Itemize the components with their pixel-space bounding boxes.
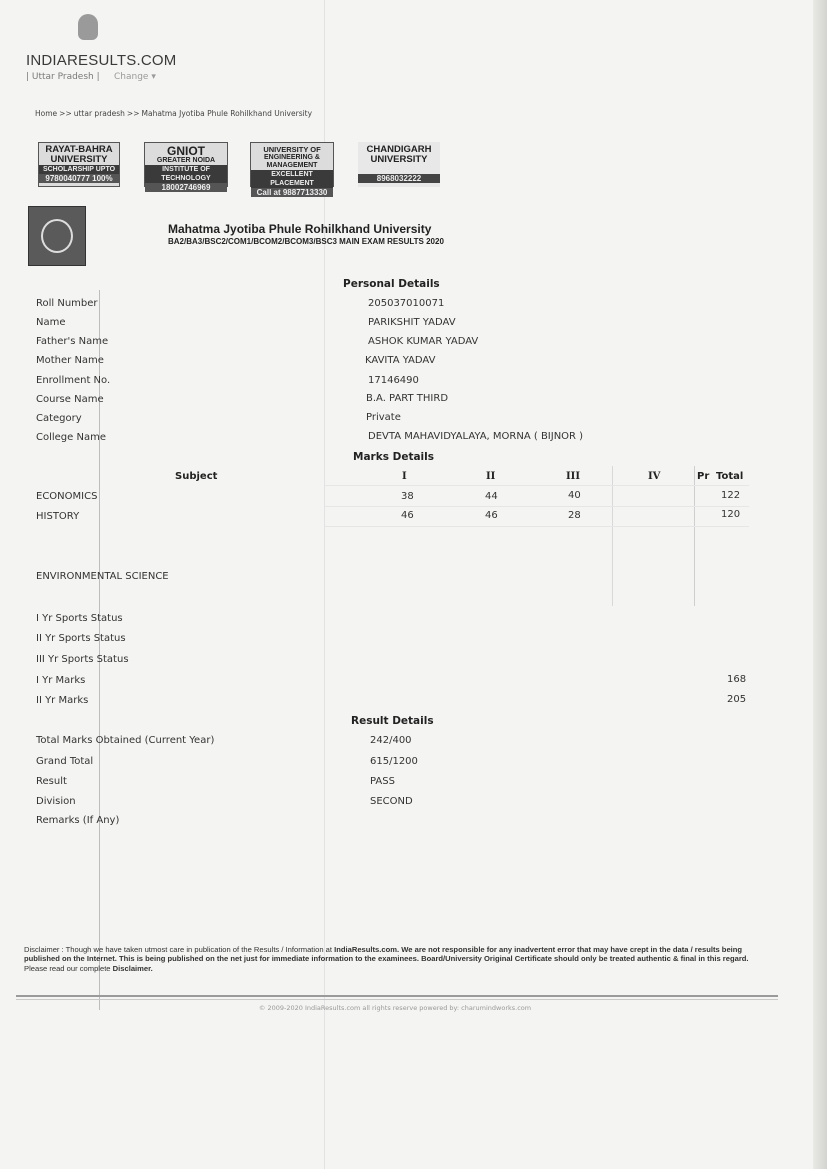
field-value: 615/1200 bbox=[370, 756, 418, 767]
disclaimer: Disclaimer : Though we have taken utmost care in publication of the Results / Information at IndiaResults.com. We are not responsible for any inadvertent error that may have crept in the data / results being published on the Internet. This is being published on the net just for immediate information to the examinees. Board/University Original Certificate should only be treated authentic & final in this regard. Please read our complete Disclaimer. bbox=[24, 945, 749, 973]
breadcrumb bbox=[34, 109, 313, 118]
mark-cell: 44 bbox=[485, 491, 498, 502]
field-label: Father's Name bbox=[36, 336, 109, 347]
personal-details-heading: Personal Details bbox=[343, 278, 440, 290]
col-total: Total bbox=[716, 471, 744, 482]
field-label: Name bbox=[36, 317, 66, 328]
ad-banner-uem[interactable]: UNIVERSITY OF ENGINEERING & MANAGEMENT EXCELLENT PLACEMENT Call at 9887713330 bbox=[250, 142, 334, 187]
total-cell: 122 bbox=[721, 490, 741, 501]
ad-banner-gniot[interactable]: GNIOT GREATER NOIDA INSTITUTE OF TECHNOLOGY 18002746969 bbox=[144, 142, 228, 187]
field-label: Result bbox=[36, 776, 67, 787]
field-label: Enrollment No. bbox=[36, 375, 111, 386]
extra-label: II Yr Marks bbox=[36, 695, 89, 706]
mark-cell: 38 bbox=[401, 491, 414, 502]
field-label: Total Marks Obtained (Current Year) bbox=[36, 735, 215, 746]
breadcrumb-sep: >> bbox=[126, 109, 140, 118]
field-label: Roll Number bbox=[36, 298, 98, 309]
mark-cell: 46 bbox=[401, 510, 414, 521]
field-value: DEVTA MAHAVIDYALAYA, MORNA ( BIJNOR ) bbox=[368, 431, 584, 442]
disclaimer-link[interactable]: Disclaimer. bbox=[112, 963, 153, 973]
total-cell: 120 bbox=[721, 509, 741, 520]
field-value: 205037010071 bbox=[368, 298, 445, 309]
field-value: Private bbox=[366, 412, 401, 423]
extra-label: II Yr Sports Status bbox=[36, 633, 126, 644]
ad-banner-chandigarh[interactable]: CHANDIGARH UNIVERSITY 8968032222 bbox=[358, 142, 440, 187]
col-paper-4: IV bbox=[648, 471, 661, 482]
field-label: Remarks (If Any) bbox=[36, 815, 120, 826]
subject-name: ENVIRONMENTAL SCIENCE bbox=[36, 571, 169, 582]
footer-divider bbox=[16, 995, 778, 997]
field-label: Category bbox=[36, 413, 82, 424]
field-value: SECOND bbox=[370, 796, 413, 807]
page-title: Mahatma Jyotiba Phule Rohilkhand University bbox=[168, 222, 432, 236]
row-divider bbox=[325, 506, 749, 507]
field-value: 17146490 bbox=[368, 375, 419, 386]
extra-value: 205 bbox=[727, 694, 747, 705]
marks-details-heading: Marks Details bbox=[353, 451, 434, 463]
field-value: 242/400 bbox=[370, 735, 412, 746]
breadcrumb-state[interactable]: uttar pradesh bbox=[73, 109, 125, 118]
region-label: | Uttar Pradesh | bbox=[26, 72, 100, 82]
extra-label: I Yr Marks bbox=[36, 675, 86, 686]
result-details-heading: Result Details bbox=[351, 715, 434, 727]
field-label: Course Name bbox=[36, 394, 104, 405]
site-link[interactable]: IndiaResults.com. bbox=[334, 945, 400, 954]
university-seal-icon bbox=[28, 206, 86, 266]
field-label: Grand Total bbox=[36, 756, 94, 767]
field-value: KAVITA YADAV bbox=[365, 355, 436, 366]
page-subtitle: BA2/BA3/BSC2/COM1/BCOM2/BCOM3/BSC3 MAIN EXAM RESULTS 2020 bbox=[168, 237, 444, 246]
field-label: Mother Name bbox=[36, 355, 104, 366]
row-divider bbox=[325, 485, 749, 486]
field-label: Division bbox=[36, 796, 76, 807]
field-value: ASHOK KUMAR YADAV bbox=[368, 336, 479, 347]
logo-icon bbox=[78, 14, 98, 40]
col-subject: Subject bbox=[175, 471, 218, 482]
col-practical: Pr bbox=[697, 471, 710, 482]
field-label: College Name bbox=[36, 432, 106, 443]
site-logo[interactable]: INDIARESULTS.COM bbox=[26, 52, 177, 69]
footer-copyright: © 2009-2020 IndiaResults.com all rights reserve powered by: charumindworks.com bbox=[258, 1004, 532, 1012]
change-region-link[interactable]: Change ▾ bbox=[114, 72, 156, 82]
subject-name: ECONOMICS bbox=[36, 491, 98, 502]
row-divider bbox=[325, 526, 749, 527]
field-value: B.A. PART THIRD bbox=[366, 393, 449, 404]
col-paper-1: I bbox=[402, 471, 407, 482]
footer-divider bbox=[16, 999, 778, 1000]
extra-label: I Yr Sports Status bbox=[36, 613, 123, 624]
page-edge bbox=[813, 0, 827, 1169]
table-grid bbox=[694, 466, 750, 606]
result-status: PASS bbox=[370, 776, 395, 787]
breadcrumb-home[interactable]: Home bbox=[35, 109, 58, 118]
mark-cell: 46 bbox=[485, 510, 498, 521]
mark-cell: 40 bbox=[568, 490, 581, 501]
table-grid bbox=[612, 466, 695, 606]
col-paper-2: II bbox=[486, 471, 496, 482]
extra-value: 168 bbox=[727, 674, 747, 685]
subject-name: HISTORY bbox=[36, 511, 80, 522]
breadcrumb-university: Mahatma Jyotiba Phule Rohilkhand University bbox=[141, 109, 313, 118]
breadcrumb-sep: >> bbox=[59, 109, 72, 118]
field-value: PARIKSHIT YADAV bbox=[368, 317, 456, 328]
ad-banner-rayat-bahra[interactable]: RAYAT-BAHRA UNIVERSITY SCHOLARSHIP UPTO 9780040777 100% bbox=[38, 142, 120, 187]
extra-label: III Yr Sports Status bbox=[36, 654, 129, 665]
mark-cell: 28 bbox=[568, 510, 581, 521]
col-paper-3: III bbox=[566, 471, 581, 482]
